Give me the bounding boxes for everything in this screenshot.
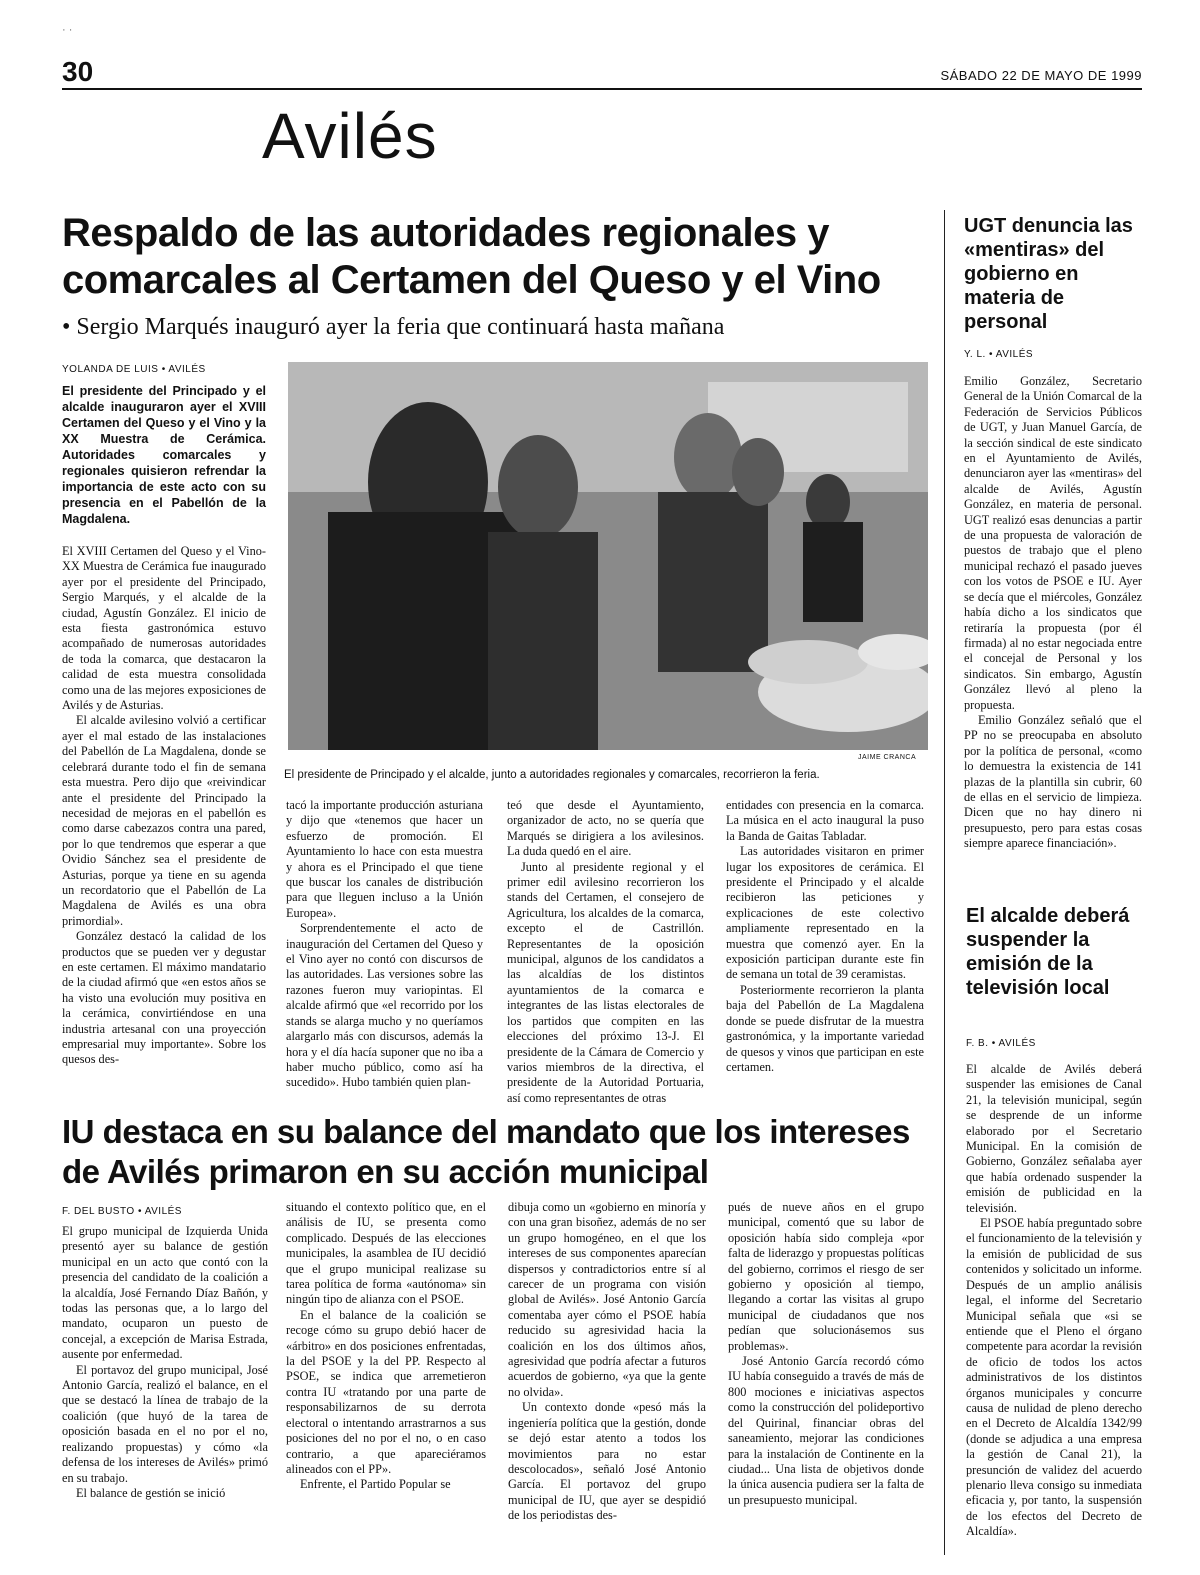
- main-subhead: • Sergio Marqués inauguró ayer la feria que continuará hasta mañana: [62, 314, 725, 340]
- photo-credit: JAIME CRANCA: [858, 754, 917, 761]
- paragraph: En el balance de la coalición se recoge cómo su grupo debió hacer de «árbitro» en dos posiciones enfrentadas, la del PSOE y la del PP. Respecto al PSOE, se indica que arremetieron contra IU «tratando por una parte de responsabilizarnos de su derrota electoral o intentando arrastrarnos a sus posiciones del no por el no, o en caso contrario, a que apareciéramos alineados con el PP».: [286, 1307, 486, 1476]
- tv-headline: El alcalde deberá suspender la emisión de la televisión local: [966, 905, 1130, 999]
- main-col-1: [62, 544, 266, 1068]
- paragraph: González destacó la calidad de los productos que se pueden ver y degustar en este certamen. El máximo mandatario de la ciudad afirmó que «en estos años se ha visto una evolución muy positiva en la cerámica, convirtiéndose en una industria artesanal con una proyección empresarial muy importante». Sobre los quesos des-: [62, 929, 266, 1067]
- ugt-body: [964, 374, 1142, 852]
- paragraph: Emilio González señaló que el PP no se preocupaba en absoluto por la política de personal, «como lo demuestra la existencia de 141 plazas de la plantilla sin cubrir, 60 de ellas en el servicio de limpieza. Dicen que no hay dinero ni presupuesto, pero para estas cosas siempre aparece financiación».: [964, 712, 1142, 851]
- paragraph: entidades con presencia en la comarca. La música en el acto inaugural la puso la Banda de Gaitas Tabladar.: [726, 798, 924, 843]
- paragraph: El balance de gestión se inició: [76, 1485, 226, 1500]
- page-number: 30: [62, 56, 94, 87]
- paragraph: El alcalde de Avilés deberá suspender las emisiones de Canal 21, la televisión municipal, según se desprende de un informe elaborado por el Secretario Municipal. En la comisión de Gobierno, González señalaba ayer que había ordenado suspender la emisión de publicidad en la televisión.: [966, 1062, 1142, 1215]
- paragraph: Enfrente, el Partido Popular se: [300, 1477, 451, 1492]
- iu-col-4: [728, 1200, 924, 1508]
- paragraph: El grupo municipal de Izquierda Unida presentó ayer su balance de gestión municipal en un acto que contó con la presencia del candidato de la coalición a la alcaldía, José Fernando Díaz Bañón, y todas las personas que, a lo largo del mandato, ocuparon un puesto de concejal, a excepción de Marisa Estrada, ausente por enfermedad.: [62, 1224, 268, 1362]
- paragraph: pués de nueve años en el grupo municipal, comentó que su labor de oposición había sido compleja «por falta de liderazgo y propuestas políticas del gobierno, corrimos el riesgo de ser gobierno y oposición al tiempo, llegando a cortar las visitas al grupo municipal de ciudadanos que nos pedían que solucionásemos sus problemas».: [728, 1200, 924, 1353]
- main-byline: YOLANDA DE LUIS • AVILÉS: [62, 364, 206, 375]
- paragraph: tacó la importante producción asturiana y dijo que «tenemos que hacer un esfuerzo de promoción. El Ayuntamiento lo hace con esta muestra y ahora es el Principado el que tiene que buscar los canales de distribución para que lleguen incluso a la Unión Europea».: [286, 798, 483, 920]
- paragraph: El portavoz del grupo municipal, José Antonio García, realizó el balance, en el que se destacó la línea de trabajo de la coalición (que huyó de la tarea de oposición basada en el no por el no, realizando propuestas) y cómo «la defensa de los intereses de Avilés» primó en su trabajo.: [62, 1362, 268, 1485]
- main-col-3: [507, 798, 704, 1106]
- iu-byline: F. DEL BUSTO • AVILÉS: [62, 1206, 182, 1217]
- section-title: Avilés: [262, 100, 438, 172]
- header-date: SÁBADO 22 DE MAYO DE 1999: [940, 68, 1142, 83]
- paragraph: Posteriormente recorrieron la planta baja del Pabellón de La Magdalena donde se puede disfrutar de la muestra gastronómica, y la importante variedad de quesos y vinos que participan en este certamen.: [726, 982, 924, 1074]
- photo: [288, 362, 928, 750]
- iu-col-1: [62, 1224, 268, 1501]
- paragraph: Un contexto donde «pesó más la ingeniería política que la gestión, donde se dejó estar atento a todos los movimientos para no estar descolocados», señaló José Antonio García. El portavoz del grupo municipal de IU, que ayer se despidió de los periodistas des-: [508, 1400, 706, 1523]
- paragraph: El alcalde avilesino volvió a certificar ayer el mal estado de las instalaciones del Pabellón de La Magdalena, donde se celebrará durante todo el fin de semana esta muestra. Pero dijo que «reivindicar ante el presidente del Principado la necesidad de mejoras en el pabellón es como darse cabezazos contra una pared, por lo que tendremos que esperar a que Ovidio Sánchez sea el presidente de Asturias, porque ya tiene en su agenda un recordatorio que el Pabellón de La Magdalena de Avilés es una obra primordial».: [62, 713, 266, 928]
- column-rule: [944, 210, 945, 1555]
- paragraph: dibuja como un «gobierno en minoría y con una gran bisoñez, además de no ser un grupo homogéneo, en el que los intereses de sus componentes aparecían dispersos y contradictorios entre sí al carecer de un programa con visión global de Avilés». José Antonio García comentaba ayer cómo el PSOE había reducido su agresividad hacia la coalición en los dos últimos años, agresividad que podría afectar a futuros acuerdos de gobierno, «ya que la gente no olvida».: [508, 1200, 706, 1399]
- paragraph: El XVIII Certamen del Queso y el Vino-XX Muestra de Cerámica fue inaugurado ayer por el presidente del Principado, Sergio Marqués, y el alcalde de la ciudad, Agustín González. El inicio de esta fiesta gastronómica estuvo acompañado de numerosas autoridades de toda la comarca, que destacaron la calidad de esta muestra consolidada como una de las mejores exposiciones de Avilés y de Asturias.: [62, 544, 266, 713]
- tv-body: [966, 1062, 1142, 1540]
- tv-byline: F. B. • AVILÉS: [966, 1038, 1036, 1049]
- iu-col-2: [286, 1200, 486, 1493]
- corner-mark: · ·: [62, 24, 73, 36]
- header-rule: [62, 88, 1142, 90]
- main-headline: Respaldo de las autoridades regionales y comarcales al Certamen del Queso y el Vino: [62, 211, 881, 302]
- main-lead: El presidente del Principado y el alcalde inauguraron ayer el XVIII Certamen del Queso y el Vino y la XX Muestra de Cerámica. Autoridades comarcales y regionales quisieron refrendar la importancia de este acto con su presencia en el Pabellón de la Magdalena.: [62, 384, 266, 526]
- paragraph: situando el contexto político que, en el análisis de IU, se presenta como complicado. Después de las elecciones municipales, la asamblea de IU decidió que el grupo municipal realizase su tarea política de forma «autónoma» sin ningún tipo de alianza con el PSOE.: [286, 1200, 486, 1307]
- paragraph: Junto al presidente regional y el primer edil avilesino recorrieron los stands del Certamen, el consejero de Agricultura, los alcaldes de la comarca, excepto el de Castrillón. Representantes de la oposición municipal, algunos de los candidatos a las alcaldías de los distintos ayuntamientos de la comarca e integrantes de las listas electorales de los partidos que compiten en las elecciones del próximo 13-J. El presidente de la Cámara de Comercio y varios miembros de la directiva, el presidente de la Autoridad Portuaria, así como representantes de otras: [507, 859, 704, 1105]
- main-col-2: [286, 798, 483, 1091]
- photo-illustration: [288, 362, 928, 750]
- paragraph: Las autoridades visitaron en primer lugar los expositores de cerámica. El presidente el Principado y el alcalde recibieron las peticiones y explicaciones de este colectivo ampliamente representado en la muestra que comenzó ayer. En la exposición participan durante este fin de semana un total de 39 ceramistas.: [726, 844, 924, 982]
- iu-headline: IU destaca en su balance del mandato que los intereses de Avilés primaron en su acción municipal: [62, 1113, 910, 1190]
- iu-col-3: [508, 1200, 706, 1524]
- ugt-byline: Y. L. • AVILÉS: [964, 349, 1034, 360]
- paragraph: teó que desde el Ayuntamiento, organizador de acto, no se quería que Marqués se dirigiera a los avilesinos. La duda quedó en el aire.: [507, 798, 704, 859]
- paragraph: Sorprendentemente el acto de inauguración del Certamen del Queso y el Vino ayer no contó con discursos de las autoridades. Las versiones sobre las razones fueron muy variopintas. El alcalde afirmó que «el recorrido por los stands se alarga mucho y no queríamos alargarlo más con discursos, además la hora y el día hacía suponer que no iba a haber mucho público, como así ha sucedido». Hubo también quien plan-: [286, 921, 483, 1090]
- paragraph: El PSOE había preguntado sobre el funcionamiento de la televisión y la emisión de publicidad de sus contenidos y solicitado un informe. Después de un amplio análisis legal, el informe del Secretario Municipal señala que «si se entiende que el Pleno el órgano competente para acordar la revisión de oficio de todos los actos administrativos de los distintos órganos municipales y concurre causa de nulidad de pleno derecho en el Decreto de Alcaldía 1342/99 (donde se adjudica a una empresa la gestión de Canal 21), la presunción de validez del acuerdo plenario lleva consigo su inmediata eficacia y, por tanto, la suspensión de los efectos del Decreto de Alcaldía».: [966, 1216, 1142, 1539]
- main-col-4: [726, 798, 924, 1075]
- photo-caption: El presidente de Principado y el alcalde, junto a autoridades regionales y comarcales, recorrieron la feria.: [284, 769, 820, 781]
- paragraph: Emilio González, Secretario General de la Unión Comarcal de la Federación de Servicios Públicos de UGT, y Juan Manuel García, de la sección sindical de este sindicato en el Ayuntamiento de Avilés, denunciaron ayer las «mentiras» del alcalde de Avilés, Agustín González, en materia de personal. UGT realizó esas denuncias a partir de una propuesta de valoración de puestos de trabajo que el pleno municipal rechazó el pasado jueves con los votos de PSOE e IU. Ayer se decía que el miércoles, González había dicho a los sindicatos que retiraría la propuesta (por él firmada) al no estar negociada entre el concejal de Personal y los sindicatos. Sin embargo, Agustín González llevó al pleno la propuesta.: [964, 374, 1142, 712]
- paragraph: José Antonio García recordó cómo IU había conseguido a través de más de 800 mociones e iniciativas aspectos como la construcción del polideportivo del Quirinal, financiar obras del saneamiento, mejorar las condiciones para la instalación de Continente en la ciudad... Una lista de objetivos donde la única ausencia pudiera ser la falta de un presupuesto municipal.: [728, 1354, 924, 1507]
- ugt-headline: UGT denuncia las «mentiras» del gobierno en materia de personal: [964, 215, 1133, 333]
